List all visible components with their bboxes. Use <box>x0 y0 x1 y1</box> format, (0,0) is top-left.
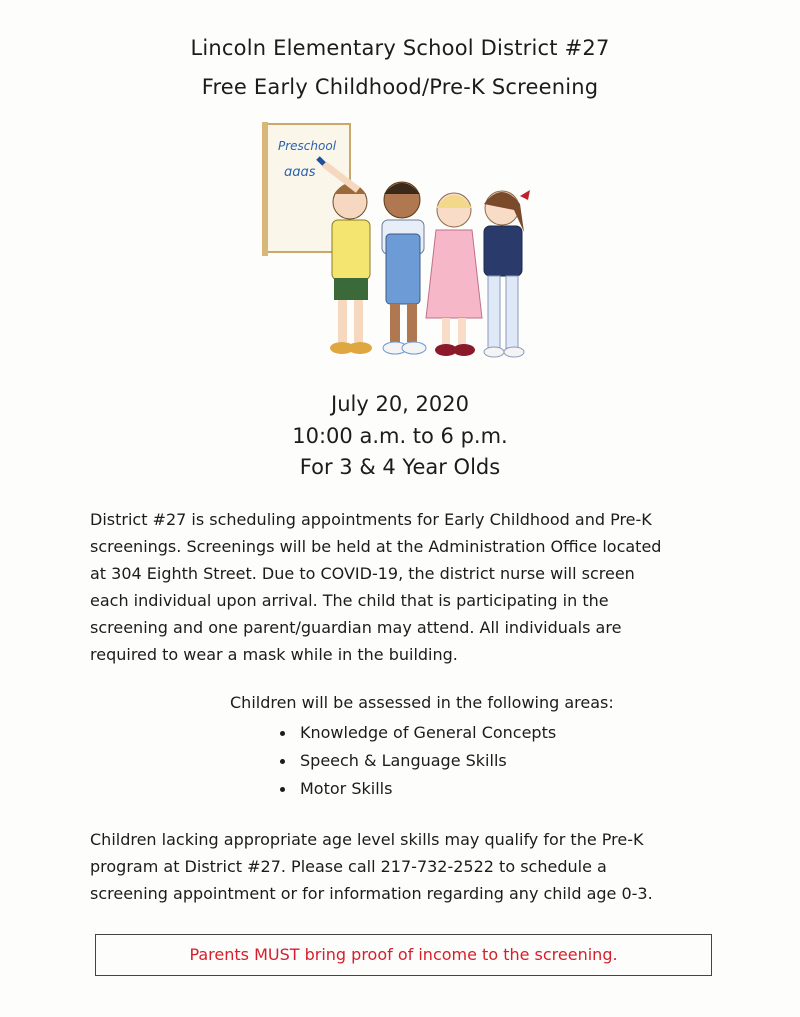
paragraph-line: District #27 is scheduling appointments for Early Childhood and Pre-K <box>90 510 652 529</box>
list-item: Motor Skills <box>280 775 556 803</box>
assessment-list <box>280 719 556 803</box>
list-item: Knowledge of General Concepts <box>280 719 556 747</box>
page-subtitle: Free Early Childhood/Pre-K Screening <box>201 75 599 99</box>
paragraph-line: screenings. Screenings will be held at the Administration Office located <box>90 537 662 556</box>
paragraph-line: at 304 Eighth Street. Due to COVID-19, the district nurse will screen <box>90 564 635 583</box>
paragraph-line: each individual upon arrival. The child that is participating in the <box>90 591 609 610</box>
paragraph-line: screening and one parent/guardian may attend. All individuals are <box>90 618 622 637</box>
board-scribble: ɑɑɑs <box>284 165 316 180</box>
qualification-paragraph <box>90 826 730 907</box>
paragraph-line: screening appointment or for information regarding any child age 0-3. <box>90 884 653 903</box>
paragraph-line: program at District #27. Please call 217-732-2522 to schedule a <box>90 857 607 876</box>
paragraph-line: required to wear a mask while in the building. <box>90 645 458 664</box>
income-proof-notice: Parents MUST bring proof of income to the screening. <box>95 934 712 976</box>
event-audience: For 3 & 4 Year Olds <box>299 455 501 479</box>
event-time: 10:00 a.m. to 6 p.m. <box>292 424 508 448</box>
page-title: Lincoln Elementary School District #27 <box>190 36 610 60</box>
paragraph-line: Children lacking appropriate age level skills may qualify for the Pre-K <box>90 830 644 849</box>
board-text: Preschool <box>278 139 337 153</box>
preschool-children-illustration <box>262 122 562 372</box>
event-date: July 20, 2020 <box>331 392 469 416</box>
assessment-intro: Children will be assessed in the following areas: <box>230 693 614 712</box>
list-item: Speech & Language Skills <box>280 747 556 775</box>
screening-details-paragraph <box>90 506 730 668</box>
